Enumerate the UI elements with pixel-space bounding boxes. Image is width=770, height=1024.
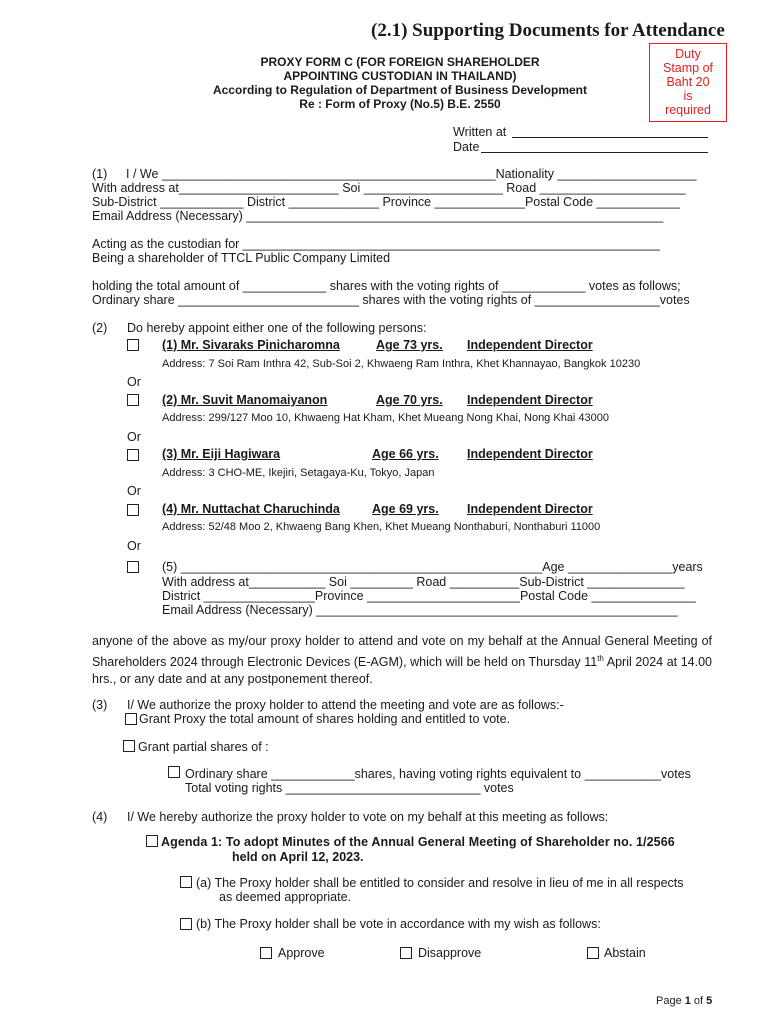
proxy-paragraph [92, 633, 712, 688]
ordinary-share-line[interactable]: Ordinary share ____________shares, having voting rights equivalent to ___________votes [185, 767, 691, 781]
ordinal-suffix: th [597, 654, 604, 663]
ordinary-shares-line[interactable]: Ordinary share __________________________ shares with the voting rights of __________________votes [92, 293, 690, 307]
email-line[interactable]: Email Address (Necessary) ____________________________________________________________ [92, 209, 664, 223]
person-4-role: Independent Director [467, 502, 593, 516]
custodian-line[interactable]: Acting as the custodian for ____________________________________________________________ [92, 237, 660, 251]
disapprove-label: Disapprove [418, 946, 482, 960]
section-1-number: (1) [92, 167, 108, 181]
header-line-2: APPOINTING CUSTODIAN IN THAILAND) [283, 69, 517, 83]
other-person-name-line[interactable]: (5) ____________________________________________________Age _______________years [162, 560, 703, 574]
person-4-age: Age 69 yrs. [372, 502, 439, 516]
person-3-name: (3) Mr. Eiji Hagiwara [162, 447, 281, 461]
stamp-line: required [665, 103, 711, 117]
grant-partial-label: Grant partial shares of : [138, 740, 269, 754]
written-at-field[interactable] [512, 137, 708, 138]
vote-intro: I/ We hereby authorize the proxy holder to vote on my behalf at this meeting as follows: [127, 810, 609, 824]
grant-all-label: Grant Proxy the total amount of shares holding and entitled to vote. [139, 712, 511, 726]
shareholder-company-line: Being a shareholder of TTCL Public Company Limited [92, 251, 391, 265]
stamp-line: is [683, 89, 693, 103]
stamp-line: Duty [675, 47, 701, 61]
person-4-name: (4) Mr. Nuttachat Charuchinda [162, 502, 340, 516]
option-b-label: (b) The Proxy holder shall be vote in accordance with my wish as follows: [196, 917, 601, 931]
or-label: Or [127, 430, 141, 444]
person-5-checkbox[interactable] [127, 561, 139, 573]
option-a-label-cont: as deemed appropriate. [219, 890, 352, 904]
person-3-role: Independent Director [467, 447, 593, 461]
proxy-paragraph-text-a: anyone of the above as my/our proxy holder to attend and vote on my behalf at the Annual General Meeting of Shareholders 2024 through Electronic Devices (E-AGM), which will be held on Thursday 11 [92, 634, 712, 670]
date-field[interactable] [481, 152, 708, 153]
authorize-intro: I/ We authorize the proxy holder to attend the meeting and vote are as follows:- [127, 698, 564, 712]
other-person-address-line[interactable]: With address at___________ Soi _________ Road __________Sub-District ______________ [162, 575, 685, 589]
agenda-1-date: held on April 12, 2023. [232, 850, 364, 864]
page-prefix: Page [656, 995, 685, 1007]
agenda-1-checkbox[interactable] [146, 835, 158, 847]
stamp-line: Baht 20 [666, 75, 710, 89]
name-nationality-line[interactable]: I / We ________________________________________________Nationality ____________________ [126, 167, 697, 181]
person-3-address: Address: 3 CHO-ME, Ikejiri, Setagaya-Ku, Tokyo, Japan [162, 467, 435, 479]
header-line-3: According to Regulation of Department of Business Development [212, 83, 588, 97]
person-1-age: Age 73 yrs. [376, 338, 443, 352]
section-3-number: (3) [92, 698, 108, 712]
or-label: Or [127, 484, 141, 498]
current-page: 1 [684, 995, 691, 1007]
section-4-number: (4) [92, 810, 108, 824]
approve-label: Approve [278, 946, 325, 960]
grant-partial-checkbox[interactable] [123, 740, 135, 752]
header-line-4: Re : Form of Proxy (No.5) B.E. 2550 [299, 97, 501, 111]
person-1-address: Address: 7 Soi Ram Inthra 42, Sub-Soi 2, Khwaeng Ram Inthra, Khet Khannayao, Bangkok 10230 [162, 358, 641, 370]
section-2-number: (2) [92, 321, 108, 335]
total-shares-line[interactable]: holding the total amount of ____________ shares with the voting rights of ____________ votes as follows; [92, 279, 681, 293]
written-at-label: Written at [453, 125, 507, 139]
abstain-checkbox[interactable] [587, 947, 599, 959]
total-pages: 5 [706, 995, 713, 1007]
other-person-district-line[interactable]: District ________________Province ______________________Postal Code _______________ [162, 589, 696, 603]
form-header [190, 55, 610, 111]
disapprove-checkbox[interactable] [400, 947, 412, 959]
abstain-label: Abstain [604, 946, 646, 960]
address-line[interactable]: With address at_______________________ Soi ____________________ Road _____________________ [92, 181, 686, 195]
page-title: (2.1) Supporting Documents for Attendance [371, 20, 725, 41]
option-b-checkbox[interactable] [180, 918, 192, 930]
page-of: of [690, 995, 707, 1007]
person-2-age: Age 70 yrs. [376, 393, 443, 407]
appoint-intro: Do hereby appoint either one of the following persons: [127, 321, 427, 335]
header-line-1: PROXY FORM C (FOR FOREIGN SHAREHOLDER [260, 55, 540, 69]
person-2-address: Address: 299/127 Moo 10, Khwaeng Hat Kham, Khet Mueang Nong Khai, Nong Khai 43000 [162, 412, 610, 424]
agenda-1-title: Agenda 1: To adopt Minutes of the Annual General Meeting of Shareholder no. 1/2566 [161, 835, 675, 849]
district-line[interactable]: Sub-District ____________ District _____________ Province _____________Postal Code ____________ [92, 195, 680, 209]
total-voting-rights-line[interactable]: Total voting rights ____________________________ votes [185, 781, 514, 795]
person-4-address: Address: 52/48 Moo 2, Khwaeng Bang Khen, Khet Mueang Nonthaburi, Nonthaburi 11000 [162, 521, 601, 533]
person-3-checkbox[interactable] [127, 449, 139, 461]
or-label: Or [127, 375, 141, 389]
other-person-email-line[interactable]: Email Address (Necessary) ____________________________________________________ [162, 603, 678, 617]
approve-checkbox[interactable] [260, 947, 272, 959]
page-number [656, 995, 712, 1007]
person-1-role: Independent Director [467, 338, 593, 352]
ordinary-share-checkbox[interactable] [168, 766, 180, 778]
person-1-checkbox[interactable] [127, 339, 139, 351]
person-2-name: (2) Mr. Suvit Manomaiyanon [162, 393, 328, 407]
option-a-label: (a) The Proxy holder shall be entitled to consider and resolve in lieu of me in all respects [196, 876, 684, 890]
option-a-checkbox[interactable] [180, 876, 192, 888]
stamp-line: Stamp of [662, 61, 714, 75]
proxy-paragraph-text-b: April 2024 at 14.00 hrs., or any date and at any postponement thereof. [92, 655, 712, 687]
person-1-name: (1) Mr. Sivaraks Pinicharomna [162, 338, 340, 352]
person-4-checkbox[interactable] [127, 504, 139, 516]
grant-all-checkbox[interactable] [125, 713, 137, 725]
person-2-checkbox[interactable] [127, 394, 139, 406]
date-label: Date [453, 140, 480, 154]
duty-stamp-box [649, 43, 727, 122]
person-3-age: Age 66 yrs. [372, 447, 439, 461]
person-2-role: Independent Director [467, 393, 593, 407]
or-label: Or [127, 539, 141, 553]
